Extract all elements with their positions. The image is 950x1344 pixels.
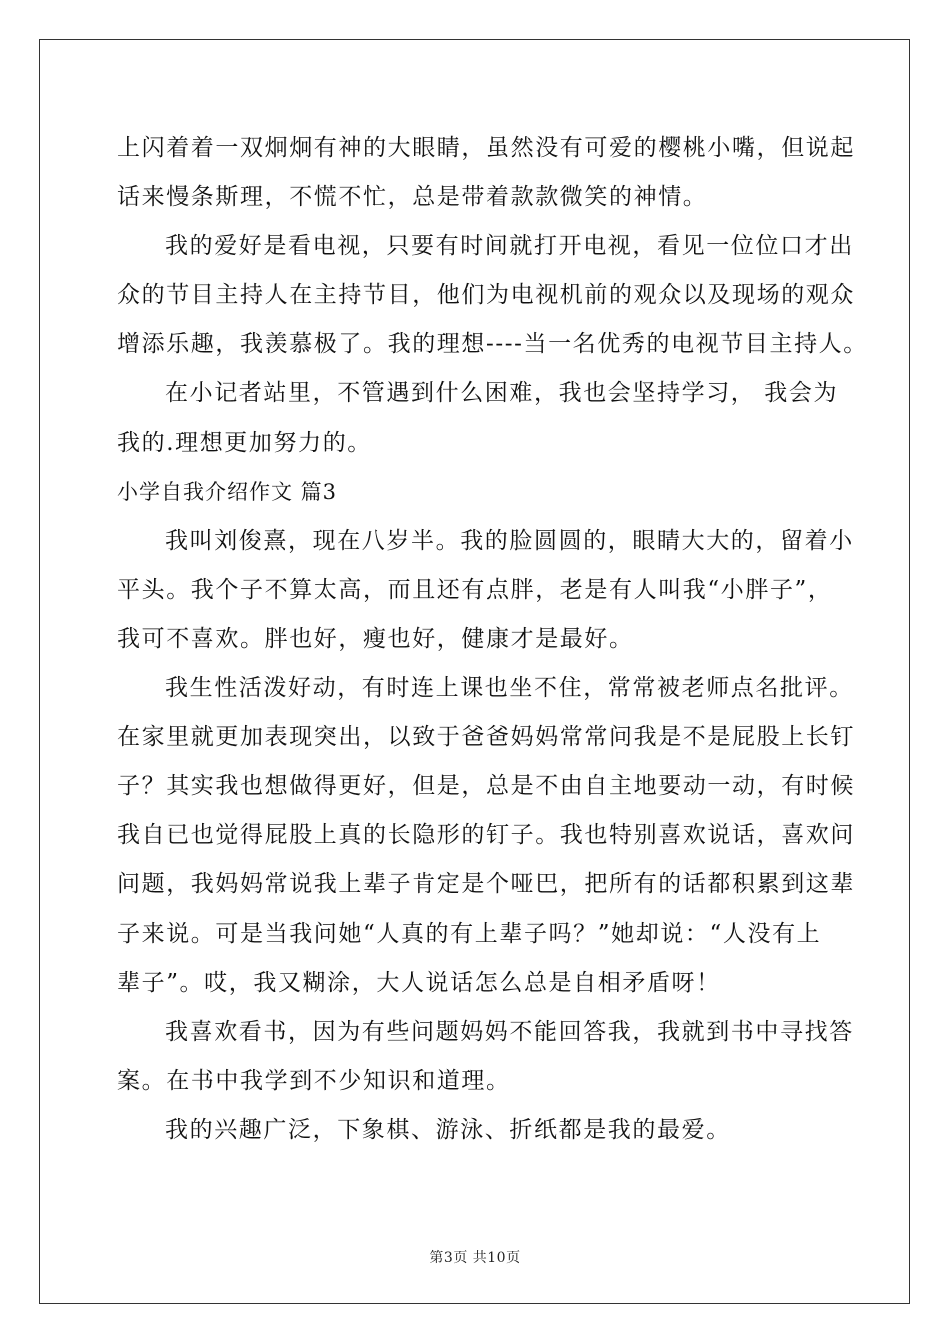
text-line: 我的.理想更加努力的。: [117, 429, 372, 456]
text-line: 话来慢条斯理，不慌不忙，总是带着款款微笑的神情。: [117, 184, 708, 211]
text-line: 我的兴趣广泛，下象棋、游泳、折纸都是我的最爱。: [165, 1116, 731, 1143]
text-line: 我喜欢看书，因为有些问题妈妈不能回答我，我就到书中寻找答: [165, 1018, 854, 1045]
section-heading: 小学自我介绍作文 篇3: [117, 479, 338, 504]
page-number-footer: 第3页 共10页: [429, 1250, 521, 1266]
text-line: 我自已也觉得屁股上真的长隐形的钉子。我也特别喜欢说话，喜欢问: [117, 822, 855, 849]
text-line: 众的节目主持人在主持节目，他们为电视机前的观众以及现场的观众: [117, 282, 855, 309]
text-line: 平头。我个子不算太高，而且还有点胖，老是有人叫我“小胖子”，: [117, 576, 833, 603]
text-line: 案。在书中我学到不少知识和道理。: [117, 1067, 511, 1094]
text-line: 增添乐趣，我羡慕极了。我的理想----当一名优秀的电视节目主持人。: [117, 331, 868, 358]
document-body: [117, 124, 868, 1155]
text-line: 子？其实我也想做得更好，但是，总是不由自主地要动一动，有时候: [117, 773, 855, 800]
text-line: 上闪着着一双炯炯有神的大眼睛，虽然没有可爱的樱桃小嘴，但说起: [117, 135, 855, 161]
text-line: 辈子”。哎，我又糊涂，大人说话怎么总是自相矛盾呀！: [117, 969, 721, 996]
text-line: 我生性活泼好动，有时连上课也坐不住，常常被老师点名批评。: [165, 675, 854, 702]
text-line: 我叫刘俊熹，现在八岁半。我的脸圆圆的，眼睛大大的，留着小: [165, 527, 854, 554]
text-line: 我的爱好是看电视，只要有时间就打开电视，看见一位位口才出: [165, 233, 854, 260]
text-line: 在家里就更加表现突出，以致于爸爸妈妈常常问我是不是屁股上长钉: [117, 724, 855, 751]
text-line: 我可不喜欢。胖也好，瘦也好，健康才是最好。: [117, 625, 634, 652]
text-line: 子来说。可是当我问她“人真的有上辈子吗？”她却说：“人没有上: [117, 920, 822, 947]
text-line: 在小记者站里，不管遇到什么困难，我也会坚持学习， 我会为: [165, 380, 839, 407]
text-line: 问题，我妈妈常说我上辈子肯定是个哑巴，把所有的话都积累到这辈: [117, 871, 855, 898]
